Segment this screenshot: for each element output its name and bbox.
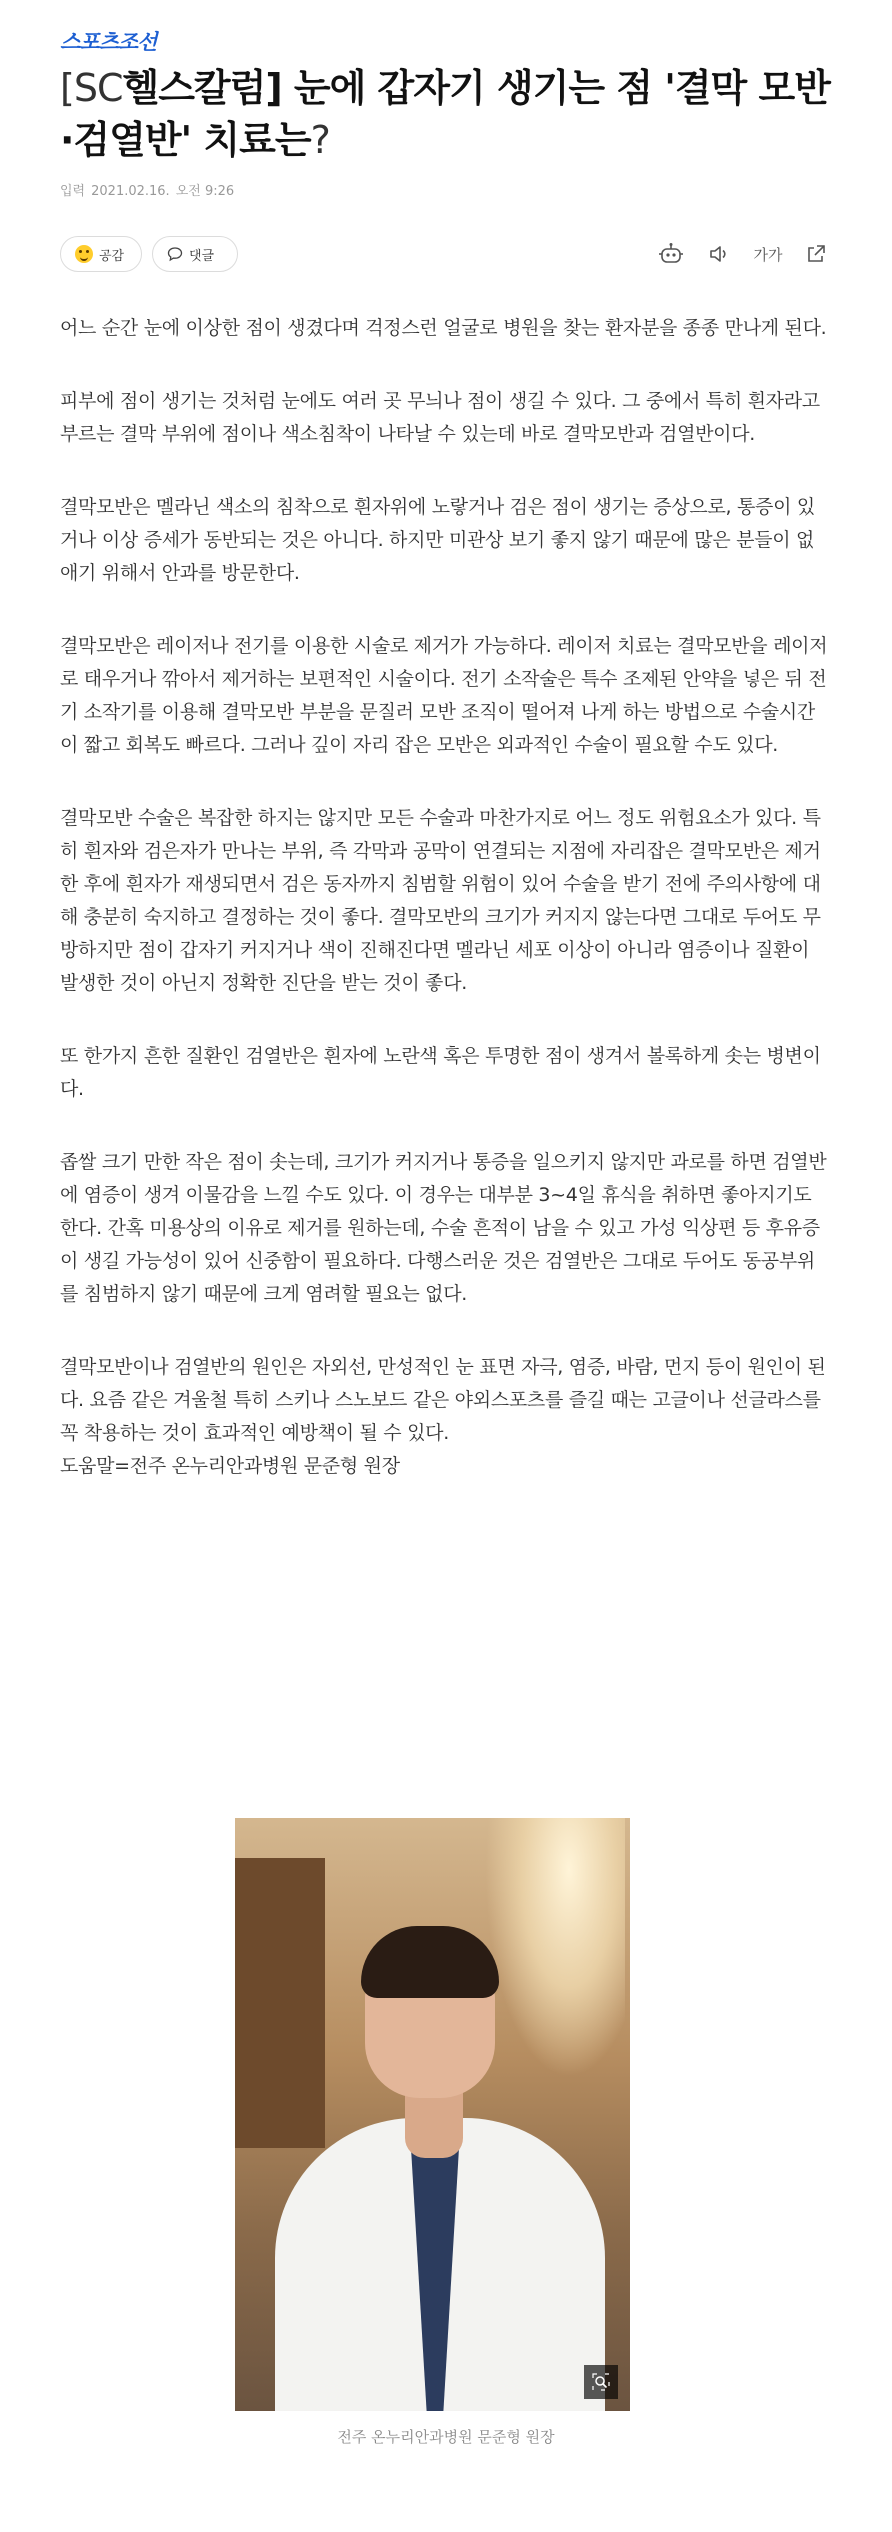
article-title (60, 62, 832, 166)
like-button[interactable] (60, 236, 142, 272)
smile-icon (75, 245, 93, 263)
font-size-button[interactable] (752, 240, 784, 268)
photo-caption: 전주 온누리안과병원 문준형 원장 (337, 2428, 555, 2446)
paragraph: 또 한가지 흔한 질환인 검열반은 흰자에 노란색 혹은 투명한 점이 생겨서 볼록하게 솟는 병변이다. (60, 1045, 821, 1100)
lamp-light-shape (485, 1818, 625, 2078)
published-label: 입력 (60, 184, 86, 199)
paragraph: 결막모반이나 검열반의 원인은 자외선, 만성적인 눈 표면 자극, 염증, 바람, 먼지 등이 원인이 된다. 요즘 같은 겨울철 특히 스키나 스노보드 같은 야외스포츠를 즐길 때는 고글이나 선글라스를 꼭 착용하는 것이 효과적인 예방책이 될 수 있다. (60, 1356, 826, 1444)
article-body (60, 312, 832, 1523)
title-main: 헬스칼럼] 눈에 갑자기 생기는 점 '결막 모반·검열반' 치료는 (60, 66, 830, 162)
bookshelf-shape (235, 1858, 325, 2148)
title-mark: ? (310, 118, 330, 162)
published-info (60, 180, 240, 199)
comment-label: 댓글 (189, 248, 215, 264)
paragraph: 좁쌀 크기 만한 작은 점이 솟는데, 크기가 커지거나 통증을 일으키지 않지만 과로를 하면 검열반에 염증이 생겨 이물감을 느낄 수도 있다. 이 경우는 대부분 3~4일 휴식을 취하면 좋아지기도 한다. 간혹 미용상의 이유로 제거를 원하는데, 수술 흔적이 남을 수 있고 가성 익상편 등 후유증이 생길 가능성이 있어 신중함이 필요하다. 다행스러운 것은 검열반은 그대로 두어도 동공부위를 침범하지 않기 때문에 크게 염려할 필요는 없다. (60, 1151, 827, 1305)
hair-shape (361, 1926, 499, 1998)
published-date: 2021.02.16. (91, 184, 170, 199)
font-size-label: 가가 (753, 245, 783, 264)
publisher-logo[interactable]: 스포츠조선 (60, 31, 157, 54)
share-button[interactable] (800, 240, 832, 268)
like-label: 공감 (99, 248, 125, 264)
doctor-photo[interactable] (235, 1818, 630, 2411)
audio-button[interactable] (704, 240, 734, 268)
zoom-button[interactable] (584, 2365, 618, 2399)
robot-icon (658, 242, 684, 266)
magnifier-icon (591, 2372, 611, 2392)
paragraph: 결막모반은 레이저나 전기를 이용한 시술로 제거가 가능하다. 레이저 치료는 결막모반을 레이저로 태우거나 깎아서 제거하는 보편적인 시술이다. 전기 소작술은 특수 조제된 안약을 넣은 뒤 전기 소작기를 이용해 결막모반 부분을 문질러 모반 조직이 떨어져 나게 하는 방법으로 수술시간이 짧고 회복도 빠르다. 그러나 깊이 자리 잡은 모반은 외과적인 수술이 필요할 수도 있다. (60, 635, 828, 756)
credit-line: 도움말=전주 온누리안과병원 문준형 원장 (60, 1455, 400, 1477)
paragraph: 어느 순간 눈에 이상한 점이 생겼다며 걱정스런 얼굴로 병원을 찾는 환자분을 종종 만나게 된다. (60, 317, 827, 339)
paragraph: 피부에 점이 생기는 것처럼 눈에도 여러 곳 무늬나 점이 생길 수 있다. 그 중에서 특히 흰자라고 부르는 결막 부위에 점이나 색소침착이 나타날 수 있는데 바로 결막모반과 검열반이다. (60, 390, 820, 445)
action-bar (60, 236, 832, 276)
paragraph: 결막모반 수술은 복잡한 하지는 않지만 모든 수술과 마찬가지로 어느 정도 위험요소가 있다. 특히 흰자와 검은자가 만나는 부위, 즉 각막과 공막이 연결되는 지점에 자리잡은 결막모반은 제거한 후에 흰자가 재생되면서 검은 동자까지 침범할 위험이 있어 수술을 받기 전에 주의사항에 대해 충분히 숙지하고 결정하는 것이 좋다. 결막모반의 크기가 커지지 않는다면 그대로 두어도 무방하지만 점이 갑자기 커지거나 색이 진해진다면 멜라닌 세포 이상이 아니라 염증이나 질환이 발생한 것이 아닌지 정확한 진단을 받는 것이 좋다. (60, 807, 821, 994)
title-bracket: [SC (60, 66, 123, 110)
tts-robot-button[interactable] (654, 240, 688, 268)
paragraph: 결막모반은 멜라닌 색소의 침착으로 흰자위에 노랗거나 검은 점이 생기는 증상으로, 통증이 있거나 이상 증세가 동반되는 것은 아니다. 하지만 미관상 보기 좋지 않기 때문에 많은 분들이 없애기 위해서 안과를 방문한다. (60, 496, 815, 584)
comment-button[interactable] (152, 236, 238, 272)
published-time: 오전 9:26 (175, 184, 235, 199)
speaker-icon (708, 244, 730, 264)
speech-bubble-icon (167, 246, 183, 262)
share-icon (805, 243, 827, 265)
